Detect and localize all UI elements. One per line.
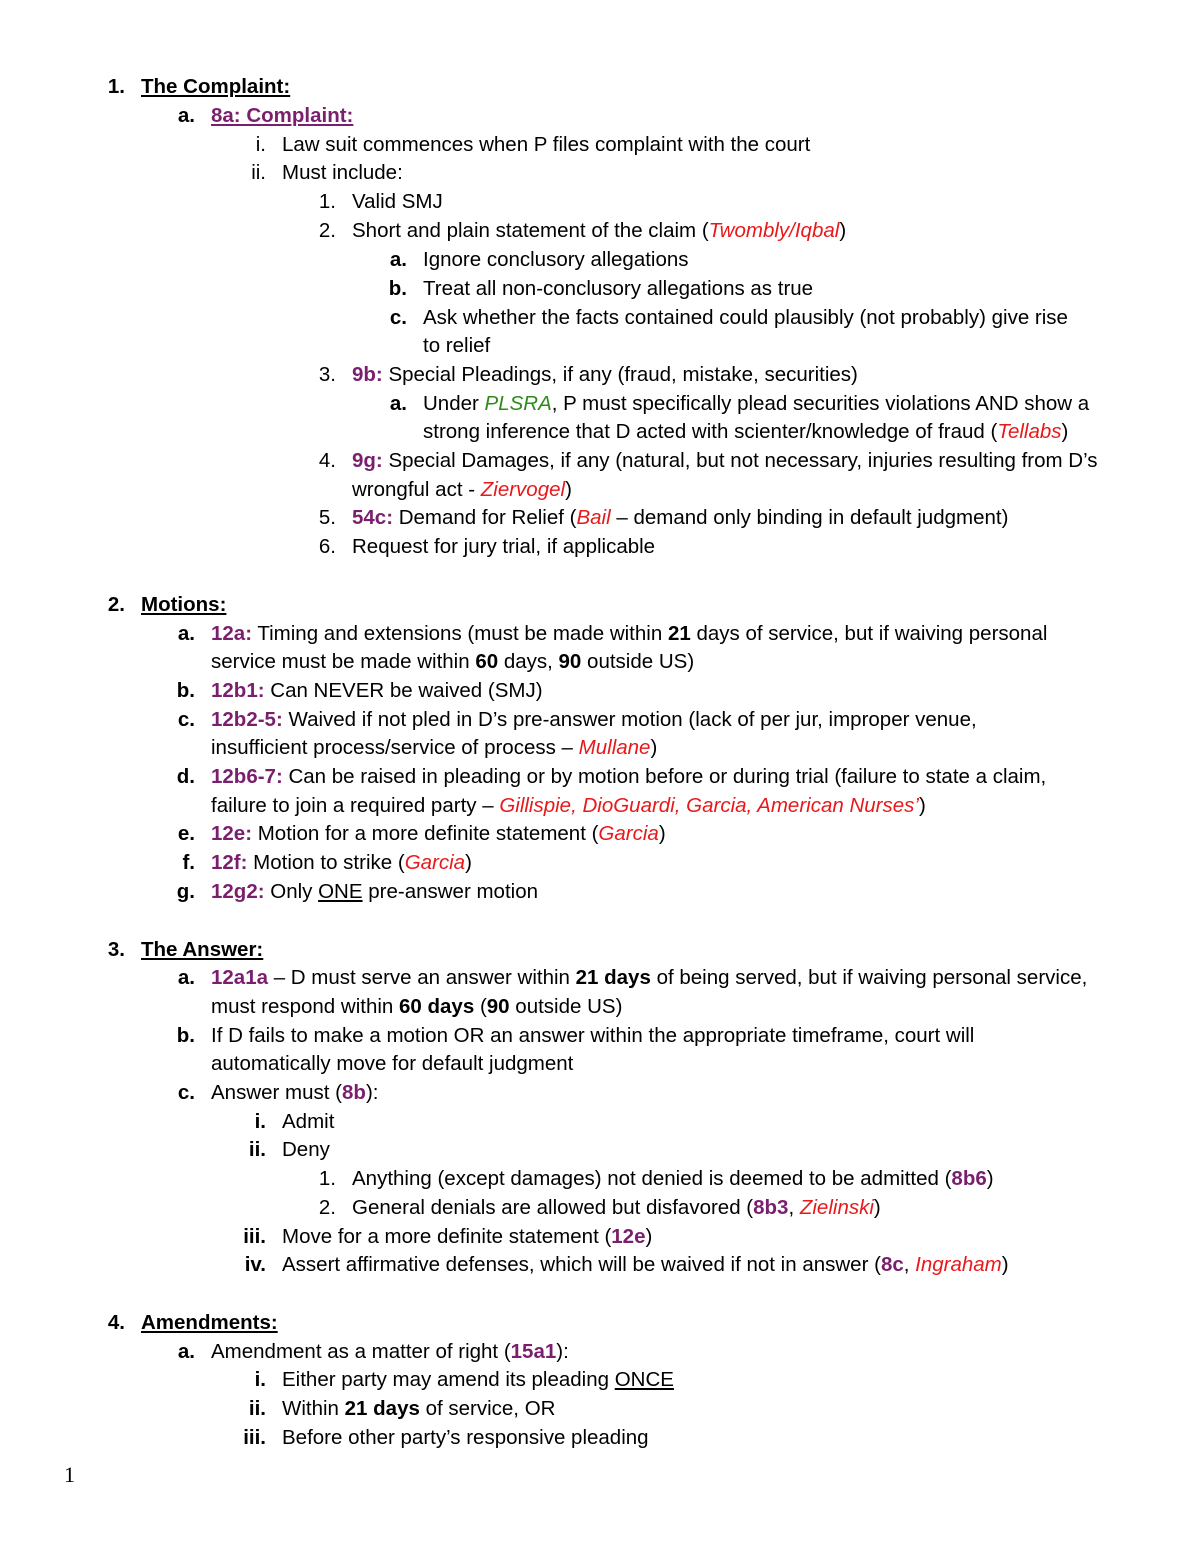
text-segment: Demand for Relief ( (393, 506, 577, 529)
list-marker: iii. (243, 1225, 266, 1248)
outline-line (352, 1166, 994, 1192)
list-marker: 3. (318, 363, 336, 386)
outline-line (423, 276, 813, 302)
list-marker: i. (254, 1368, 266, 1391)
text-segment: Must include: (282, 161, 403, 184)
list-marker: d. (176, 765, 195, 788)
text-segment: ) (565, 478, 572, 501)
outline-line (211, 735, 657, 761)
text-segment: Twombly/Iqbal (708, 219, 840, 242)
text-segment: 8c (880, 1253, 904, 1276)
outline-line (211, 678, 543, 704)
list-marker: a. (177, 966, 195, 989)
text-segment: 15a1 (510, 1340, 557, 1363)
text-segment: pre-answer motion (362, 880, 539, 903)
text-segment: ) (650, 736, 658, 759)
text-segment: 12e (611, 1225, 646, 1248)
list-marker: i. (255, 133, 266, 156)
text-segment: Within (282, 1397, 345, 1420)
text-segment: 12f: (211, 851, 248, 874)
outline-line (282, 1137, 330, 1163)
text-segment: The Answer: (141, 938, 264, 961)
outline-line (211, 1339, 569, 1365)
text-segment: must respond within (211, 995, 400, 1018)
list-marker: a. (389, 392, 407, 415)
outline-line (352, 448, 1098, 474)
list-marker: a. (389, 248, 407, 271)
list-marker: ii. (251, 161, 266, 184)
list-marker: c. (177, 1081, 195, 1104)
text-segment: ) (465, 851, 472, 874)
text-segment: 12a: (211, 622, 253, 645)
text-segment: Move for a more definite statement ( (282, 1225, 612, 1248)
text-segment: If D fails to make a motion OR an answer within the appropriate timeframe, court will (211, 1024, 975, 1047)
text-segment: 21 days (344, 1397, 420, 1420)
text-segment: , P must specifically plead securities violations AND show a (551, 392, 1090, 415)
text-segment: of being served, but if waiving personal service, (650, 966, 1088, 989)
text-segment: Either party may amend its pleading (282, 1368, 615, 1391)
text-segment: , (903, 1253, 916, 1276)
outline-line (211, 621, 1047, 647)
list-marker: iii. (243, 1426, 266, 1449)
text-segment: 12a1a (211, 966, 269, 989)
list-marker: ii. (248, 1397, 266, 1420)
text-segment: ) (658, 822, 666, 845)
text-segment: 12e: (211, 822, 253, 845)
text-segment: General denials are allowed but disfavored ( (352, 1196, 754, 1219)
outline-line (211, 965, 1087, 991)
page-number: 1 (64, 1462, 75, 1487)
text-segment: Can be raised in pleading or by motion before or during trial (failure to state a claim, (282, 765, 1047, 788)
list-marker: 2. (318, 1196, 336, 1219)
text-segment: Only (264, 880, 319, 903)
text-segment: Motion to strike ( (247, 851, 405, 874)
list-marker: 3. (107, 938, 125, 961)
list-marker: 2. (318, 219, 336, 242)
text-segment: Mullane (578, 736, 651, 759)
text-segment: ) (986, 1167, 994, 1190)
text-segment: Admit (282, 1110, 335, 1133)
text-segment: failure to join a required party – (211, 794, 500, 817)
text-segment: Assert affirmative defenses, which will be waived if not in answer ( (282, 1253, 881, 1276)
outline-line (423, 333, 490, 359)
text-segment: Ignore conclusory allegations (423, 248, 689, 271)
text-segment: Short and plain statement of the claim ( (352, 219, 709, 242)
outline-line (141, 1310, 278, 1336)
text-segment: 8b3 (753, 1196, 789, 1219)
text-segment: 21 (667, 622, 691, 645)
list-marker: 6. (318, 535, 336, 558)
text-segment: Tellabs (997, 420, 1062, 443)
list-marker: 4. (318, 449, 336, 472)
list-marker: 1. (318, 1167, 336, 1190)
outline-line (423, 247, 689, 273)
list-marker: ii. (248, 1138, 266, 1161)
text-segment: ) (873, 1196, 881, 1219)
text-segment: Can NEVER be waived (SMJ) (264, 679, 543, 702)
text-segment: ONCE (614, 1368, 674, 1391)
outline-line (282, 132, 810, 158)
outline-line (352, 218, 846, 244)
list-marker: f. (182, 851, 195, 874)
outline-line (352, 477, 572, 503)
text-segment: Waived if not pled in D’s pre-answer motion (lack of per jur, improper venue, (282, 708, 977, 731)
text-segment: service must be made within (211, 650, 476, 673)
text-segment: – demand only binding in default judgment) (610, 506, 1009, 529)
list-marker: a. (177, 1340, 195, 1363)
list-marker: 5. (318, 506, 336, 529)
text-segment: Amendment as a matter of right ( (211, 1340, 511, 1363)
list-marker: 1. (318, 190, 336, 213)
text-segment: Special Damages, if any (natural, but not necessary, injuries resulting from D’s (382, 449, 1098, 472)
text-segment: Before other party’s responsive pleading (282, 1426, 649, 1449)
text-segment: 8a: Complaint: (211, 104, 354, 127)
outline-line (352, 189, 443, 215)
text-segment: , (788, 1196, 800, 1219)
outline-line (352, 505, 1008, 531)
outline-line (211, 707, 977, 733)
text-segment: The Complaint: (141, 75, 291, 98)
list-marker: 4. (107, 1311, 125, 1334)
text-segment: outside US) (509, 995, 623, 1018)
text-segment: of service, OR (419, 1397, 556, 1420)
text-segment: ): (365, 1081, 379, 1104)
text-segment: Special Pleadings, if any (fraud, mistake, securities) (382, 363, 858, 386)
list-marker: 2. (107, 593, 125, 616)
list-marker: c. (389, 306, 407, 329)
list-marker: 1. (107, 75, 125, 98)
text-segment: 54c: (352, 506, 394, 529)
text-segment: 60 (475, 650, 499, 673)
outline-line (423, 419, 1068, 445)
text-segment: Garcia (404, 851, 466, 874)
outline-line (282, 1425, 649, 1451)
outline-line (282, 1252, 1009, 1278)
text-segment: Law suit commences when P files complaint with the court (282, 133, 811, 156)
text-segment: ) (1001, 1253, 1009, 1276)
text-segment: Ziervogel (480, 478, 566, 501)
text-segment: 60 days (399, 995, 475, 1018)
outline-line (282, 1224, 652, 1250)
list-marker: b. (388, 277, 407, 300)
text-segment: ( (474, 995, 487, 1018)
list-marker: i. (254, 1110, 266, 1133)
text-segment: 90 (558, 650, 582, 673)
text-segment: insufficient process/service of process – (211, 736, 579, 759)
text-segment: ) (918, 794, 926, 817)
list-marker: a. (177, 622, 195, 645)
text-segment: days, (498, 650, 559, 673)
text-segment: 21 days (575, 966, 651, 989)
outline-line (282, 1367, 674, 1393)
text-segment: ONE (318, 880, 363, 903)
outline-line (211, 1051, 573, 1077)
text-segment: Motions: (141, 593, 227, 616)
text-segment: 9b: (352, 363, 383, 386)
text-segment: strong inference that D acted with scienter/knowledge of fraud ( (423, 420, 998, 443)
text-segment: Treat all non-conclusory allegations as true (423, 277, 814, 300)
text-segment: PLSRA (484, 392, 552, 415)
outline-line (423, 391, 1089, 417)
text-segment: wrongful act - (352, 478, 481, 501)
text-segment: automatically move for default judgment (211, 1052, 574, 1075)
text-segment: Anything (except damages) not denied is deemed to be admitted ( (352, 1167, 952, 1190)
outline-line (423, 305, 1068, 331)
text-segment: Under (423, 392, 485, 415)
outline-line (282, 160, 403, 186)
text-segment: Motion for a more definite statement ( (252, 822, 599, 845)
outline-line (141, 592, 226, 618)
text-segment: Deny (282, 1138, 330, 1161)
outline-line (282, 1109, 334, 1135)
text-segment: Request for jury trial, if applicable (352, 535, 656, 558)
text-segment: Bail (576, 506, 611, 529)
list-marker: a. (177, 104, 195, 127)
outline-line (211, 793, 926, 819)
text-segment: 8b6 (951, 1167, 987, 1190)
list-marker: iv. (244, 1253, 266, 1276)
text-segment: ) (645, 1225, 653, 1248)
list-marker: e. (177, 822, 195, 845)
text-segment: 12b1: (211, 679, 265, 702)
outline-line (211, 764, 1046, 790)
outline-line (211, 821, 666, 847)
outline-line (211, 649, 694, 675)
text-segment: ) (839, 219, 847, 242)
outline-line (282, 1396, 555, 1422)
outline-line (352, 362, 858, 388)
text-segment: ) (1061, 420, 1069, 443)
outline-line (211, 879, 538, 905)
text-segment: Zielinski (799, 1196, 874, 1219)
text-segment: 9g: (352, 449, 383, 472)
text-segment: Timing and extensions (must be made within (252, 622, 668, 645)
text-segment: Garcia (598, 822, 659, 845)
outline-line (211, 103, 353, 129)
text-segment: Valid SMJ (352, 190, 443, 213)
text-segment: 90 (486, 995, 510, 1018)
text-segment: 12b6-7: (211, 765, 283, 788)
list-marker: c. (177, 708, 195, 731)
list-marker: b. (176, 679, 195, 702)
text-segment: 8b (342, 1081, 366, 1104)
text-segment: – D must serve an answer within (268, 966, 576, 989)
list-marker: b. (176, 1024, 195, 1047)
outline-line (141, 937, 263, 963)
text-segment: Ingraham (915, 1253, 1002, 1276)
list-marker: g. (176, 880, 195, 903)
text-segment: 12b2-5: (211, 708, 283, 731)
outline-line (211, 850, 472, 876)
text-segment: days of service, but if waiving personal (690, 622, 1048, 645)
text-segment: Amendments: (141, 1311, 278, 1334)
text-segment: outside US) (581, 650, 695, 673)
text-segment: Answer must ( (211, 1081, 342, 1104)
outline-line (211, 1080, 378, 1106)
text-segment: ): (556, 1340, 569, 1363)
outline-line (211, 1023, 974, 1049)
outline-line (352, 534, 655, 560)
text-segment: Gillispie, DioGuardi, Garcia, American Nurses’ (499, 794, 919, 817)
outline-line (141, 74, 290, 100)
text-segment: 12g2: (211, 880, 265, 903)
text-segment: to relief (423, 334, 491, 357)
outline-line (211, 994, 622, 1020)
text-segment: Ask whether the facts contained could plausibly (not probably) give rise (423, 306, 1068, 329)
outline-line (352, 1195, 881, 1221)
